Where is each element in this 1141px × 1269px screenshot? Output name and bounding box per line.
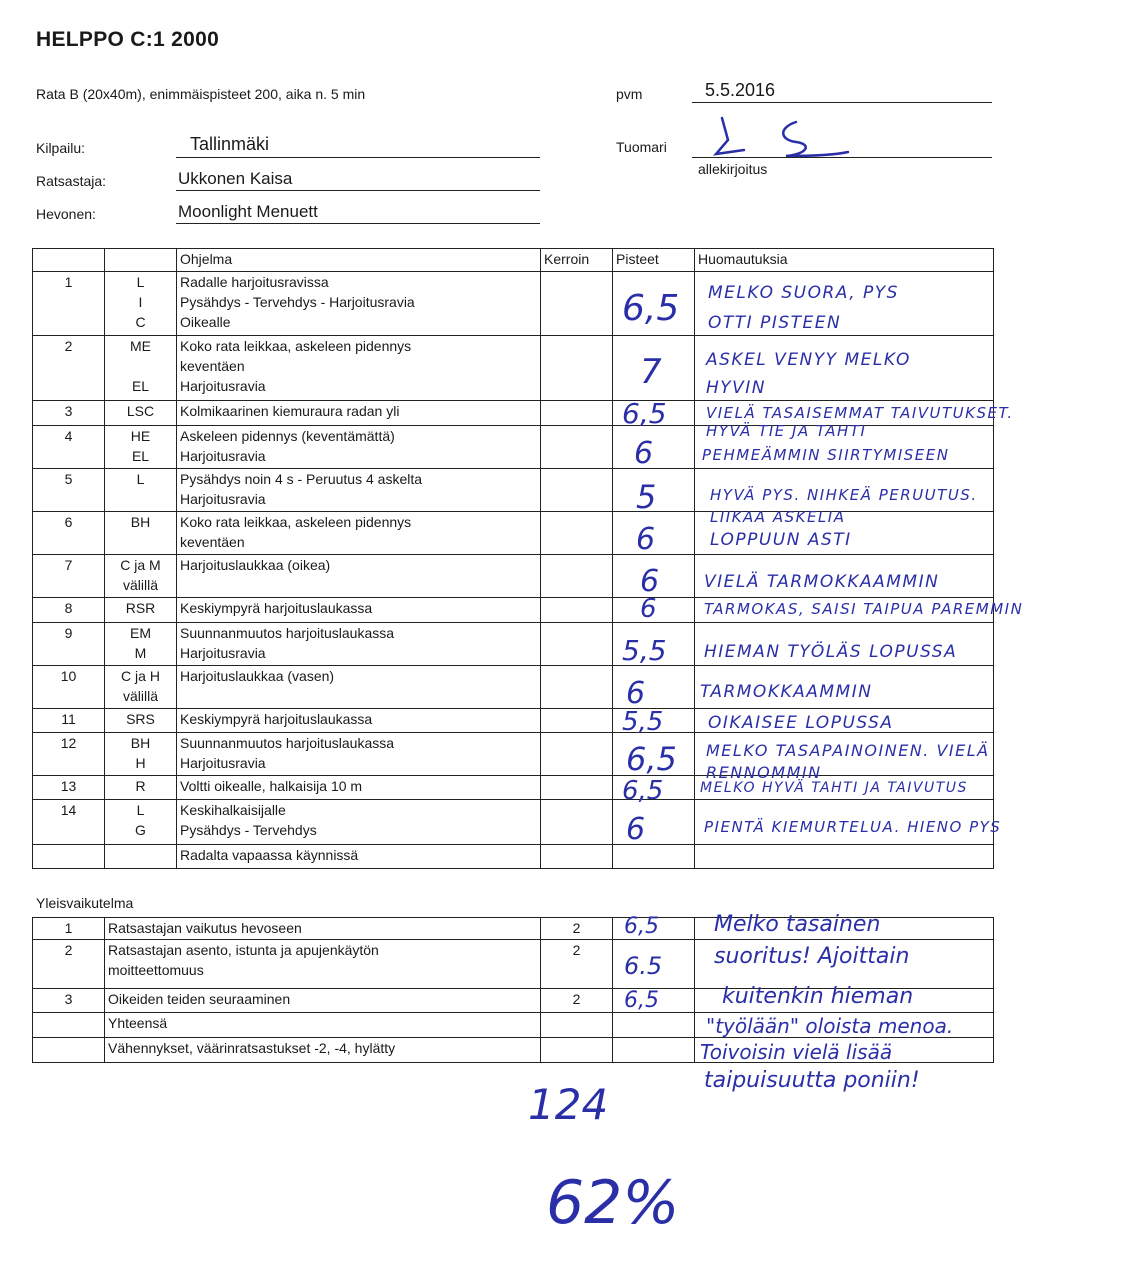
row-program: Voltti oikealle, halkaisija 10 m [177,776,541,800]
row-number: 3 [33,989,105,1013]
row-letters: L [105,469,177,512]
row-kerroin [541,598,613,623]
row-kerroin [541,1013,613,1038]
table-header-row [33,249,994,272]
row-number: 5 [33,469,105,512]
row-score-cell [613,845,695,869]
row-number: 3 [33,401,105,426]
handwritten-score: 6,5 [622,776,664,806]
header-cell-num [33,249,105,272]
handwritten-score: 6 [626,676,646,711]
row-letters: SRS [105,709,177,733]
row-letters: C ja H välillä [105,666,177,709]
row-kerroin [541,845,613,869]
row-score-cell [613,1038,695,1063]
row-kerroin [541,401,613,426]
row-letters: LSC [105,401,177,426]
general-comment-line: Toivoisin vielä lisää [700,1040,893,1064]
row-number [33,845,105,869]
header-cell-program: Ohjelma [177,249,541,272]
row-number: 9 [33,623,105,666]
handwritten-note: PIENTÄ KIEMURTELUA. HIENO PYS [704,818,1002,836]
handwritten-score: 5 [636,478,657,516]
handwritten-score: 5,5 [622,707,664,737]
row-kerroin [541,623,613,666]
general-title: Yleisvaikutelma [36,895,134,911]
row-number: 8 [33,598,105,623]
judge-signature [700,110,860,162]
row-letters [105,845,177,869]
handwritten-note: TARMOKKAAMMIN [700,682,873,702]
handwritten-note: HIEMAN TYÖLÄS LOPUSSA [704,642,958,662]
kilpailu-value: Tallinmäki [190,134,270,154]
row-letters: ME EL [105,336,177,401]
row-kerroin [541,1038,613,1063]
row-kerroin [541,336,613,401]
handwritten-score: 6,5 [624,988,659,1013]
row-number: 2 [33,336,105,401]
handwritten-score: 6 [634,436,654,471]
row-note-cell [695,845,994,869]
general-comment-line: kuitenkin hieman [722,984,914,1009]
handwritten-note: OIKAISEE LOPUSSA [708,713,894,733]
row-program: Harjoituslaukkaa (oikea) [177,555,541,598]
row-kerroin [541,666,613,709]
header-cell-notes: Huomautuksia [695,249,994,272]
row-kerroin: 2 [541,918,613,940]
row-number: 1 [33,918,105,940]
handwritten-score: 6,5 [626,740,677,778]
row-number: 1 [33,272,105,336]
row-letters: L I C [105,272,177,336]
general-comment-line: suoritus! Ajoittain [714,944,910,969]
form-subtitle: Rata B (20x40m), enimmäispisteet 200, aika n. 5 min [36,86,366,102]
hevonen-value: Moonlight Menuett [178,202,318,221]
handwritten-note: HYVÄ PYS. NIHKEÄ PERUUTUS. LIIKAA ASKELIA [710,486,978,526]
handwritten-note: LOPPUUN ASTI [710,530,852,550]
general-comment-line: taipuisuutta poniin! [704,1068,920,1093]
row-letters: BH H [105,733,177,776]
handwritten-score: 7 [640,352,662,392]
row-kerroin [541,709,613,733]
ratsastaja-value: Ukkonen Kaisa [178,169,293,188]
row-program: Radalle harjoitusravissa Pysähdys - Tervehdys - Harjoitusravia Oikealle [177,272,541,336]
row-number [33,1013,105,1038]
row-score-cell [613,1013,695,1038]
handwritten-note: MELKO SUORA, PYS OTTI PISTEEN [708,283,899,333]
general-comment-line: "työlään" oloista menoa. [706,1014,954,1038]
date-value: 5.5.2016 [705,80,776,100]
header-cell-score: Pisteet [613,249,695,272]
row-number: 7 [33,555,105,598]
handwritten-note: MELKO TASAPAINOINEN. VIELÄ RENNOMMIN [706,741,990,782]
row-kerroin: 2 [541,940,613,989]
handwritten-note: ASKEL VENYY MELKO HYVIN [706,350,911,398]
row-number: 4 [33,426,105,469]
row-kerroin [541,555,613,598]
row-letters: BH [105,512,177,555]
row-program: Suunnanmuutos harjoituslaukassa Harjoitusravia [177,733,541,776]
handwritten-note: PEHMEÄMMIN SIIRTYMISEEN [702,446,950,464]
row-number: 11 [33,709,105,733]
row-kerroin [541,512,613,555]
tuomari-label: Tuomari [616,139,667,155]
row-score-cell [613,666,695,709]
row-program: Kolmikaarinen kiemuraura radan yli [177,401,541,426]
signature-caption: allekirjoitus [698,161,768,177]
hevonen-underline [176,223,540,224]
row-number [33,1038,105,1063]
kilpailu-label: Kilpailu: [36,140,86,156]
row-kerroin [541,426,613,469]
total-points: 124 [528,1080,609,1129]
row-program: Askeleen pidennys (keventämättä) Harjoitusravia [177,426,541,469]
handwritten-score: 6 [640,564,660,599]
row-program: Harjoituslaukkaa (vasen) [177,666,541,709]
row-kerroin [541,733,613,776]
date-label: pvm [616,86,643,102]
row-number: 13 [33,776,105,800]
row-score-cell [613,800,695,845]
ratsastaja-underline [176,190,540,191]
handwritten-score: 6.5 [624,952,663,980]
row-kerroin [541,800,613,845]
row-letters: R [105,776,177,800]
row-program: Koko rata leikkaa, askeleen pidennys keventäen [177,512,541,555]
row-kerroin [541,469,613,512]
row-program: Keskiympyrä harjoituslaukassa [177,598,541,623]
handwritten-score: 6,5 [622,397,667,430]
row-kerroin: 2 [541,989,613,1013]
row-program: Keskihalkaisijalle Pysähdys - Tervehdys [177,800,541,845]
general-comment-line: Melko tasainen [714,912,881,937]
row-label: Ratsastajan asento, istunta ja apujenkäytön moitteettomuus [105,940,541,989]
row-program: Suunnanmuutos harjoituslaukassa Harjoitusravia [177,623,541,666]
total-percent: 62% [546,1168,680,1238]
row-label: Yhteensä [105,1013,541,1038]
row-kerroin [541,272,613,336]
row-letters: HE EL [105,426,177,469]
row-letters: EM M [105,623,177,666]
handwritten-score: 6 [636,522,656,557]
handwritten-note: MELKO HYVÄ TAHTI JA TAIVUTUS [700,780,968,796]
row-label: Vähennykset, väärinratsastukset -2, -4, hylätty [105,1038,541,1063]
row-number: 10 [33,666,105,709]
row-number: 2 [33,940,105,989]
form-title: HELPPO C:1 2000 [36,28,220,51]
ratsastaja-label: Ratsastaja: [36,173,107,189]
handwritten-score: 6 [640,594,657,624]
hevonen-label: Hevonen: [36,206,96,222]
signature-underline [692,157,992,158]
row-program: Pysähdys noin 4 s - Peruutus 4 askelta Harjoitusravia [177,469,541,512]
header-cell-letters [105,249,177,272]
handwritten-score: 6,5 [622,288,680,329]
row-kerroin [541,776,613,800]
row-program: Koko rata leikkaa, askeleen pidennys keventäen Harjoitusravia [177,336,541,401]
kilpailu-underline [176,157,540,158]
handwritten-score: 6 [626,812,646,847]
header-cell-kerroin: Kerroin [541,249,613,272]
handwritten-score: 5,5 [622,634,667,667]
row-number: 6 [33,512,105,555]
handwritten-score: 6,5 [624,914,659,939]
row-letters: RSR [105,598,177,623]
row-label: Oikeiden teiden seuraaminen [105,989,541,1013]
row-number: 12 [33,733,105,776]
row-number: 14 [33,800,105,845]
row-letters: C ja M välillä [105,555,177,598]
handwritten-note: TARMOKAS, SAISI TAIPUA PAREMMIN [704,600,1024,618]
date-underline [692,102,992,103]
row-program: Radalta vapaassa käynnissä [177,845,541,869]
row-score-cell [613,426,695,469]
table-row [33,845,994,869]
row-label: Ratsastajan vaikutus hevoseen [105,918,541,940]
row-letters: L G [105,800,177,845]
handwritten-note: VIELÄ TARMOKKAAMMIN [704,572,940,592]
row-program: Keskiympyrä harjoituslaukassa [177,709,541,733]
handwritten-note: VIELÄ TASAISEMMAT TAIVUTUKSET. HYVÄ TIE JA TAHTI [706,404,1014,440]
